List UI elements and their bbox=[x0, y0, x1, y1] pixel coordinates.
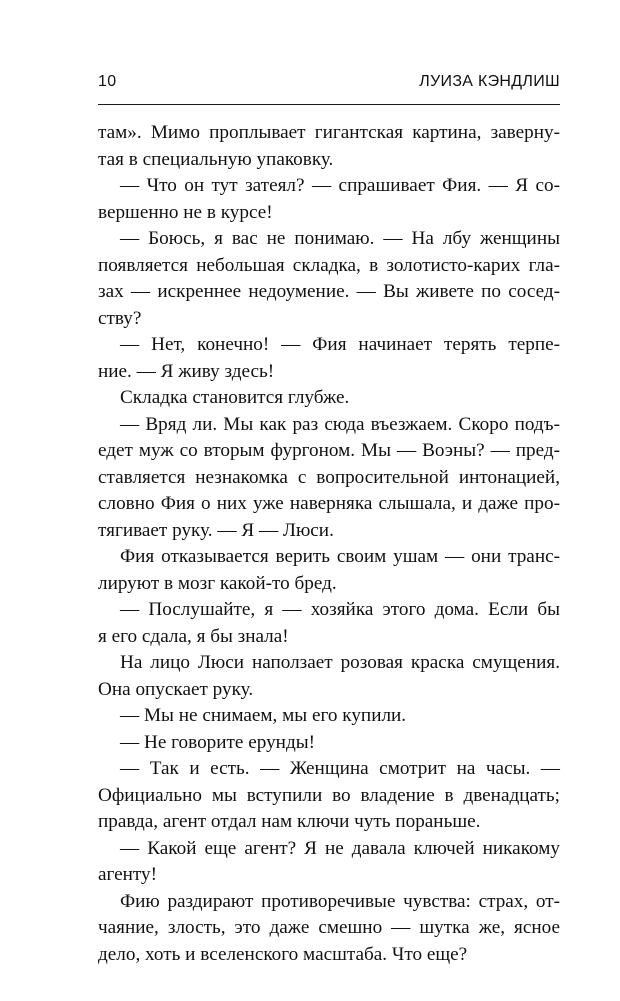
text-line: ставляется незнакомка с вопросительной интонацией, bbox=[98, 466, 560, 488]
text-line: ству? bbox=[98, 307, 142, 329]
text-line: лируют в мозг какой-то бред. bbox=[98, 572, 337, 594]
text-line: Официально мы вступили во владение в двенадцать; bbox=[98, 784, 560, 806]
text-line: появляется небольшая складка, в золотисто-карих гла- bbox=[98, 254, 560, 276]
text-line: вершенно не в курсе! bbox=[98, 201, 273, 223]
text-line: — Мы не снимаем, мы его купили. bbox=[120, 705, 407, 726]
page-number: 10 bbox=[98, 73, 117, 90]
text-line: — Что он тут затеял? — спрашивает Фия. — Я со- bbox=[120, 175, 560, 196]
text-line: — Нет, конечно! — Фия начинает терять терпе- bbox=[120, 334, 560, 355]
text-line: дело, хоть и вселенского масштаба. Что еще? bbox=[98, 943, 468, 965]
text-line: зах — искреннее недоумение. — Вы живете по сосед- bbox=[98, 281, 560, 302]
text-line: — Вряд ли. Мы как раз сюда въезжаем. Скоро подъ- bbox=[120, 413, 560, 435]
text-line: Фию раздирают противоречивые чувства: страх, от- bbox=[120, 890, 560, 912]
text-line: Фия отказывается верить своим ушам — они транс- bbox=[120, 546, 560, 567]
body-text bbox=[98, 120, 560, 968]
text-line: Складка становится глубже. bbox=[120, 387, 350, 408]
text-line: там». Мимо проплывает гигантская картина, завернy- bbox=[98, 122, 560, 143]
text-line: правда, агент отдал нам ключи чуть пораньше. bbox=[98, 811, 481, 832]
text-line: — Боюсь, я вас не понимаю. — На лбу женщины bbox=[120, 228, 560, 249]
text-line: — Не говорите ерунды! bbox=[120, 731, 315, 753]
text-line: тая в специальную упаковку. bbox=[98, 148, 334, 170]
text-line: едет муж со вторым фургоном. Мы — Воэны? — пред- bbox=[98, 440, 560, 461]
text-line: агенту! bbox=[98, 864, 158, 885]
text-line: — Какой еще агент? Я не давала ключей никакому bbox=[120, 837, 560, 859]
header-rule bbox=[98, 104, 560, 105]
text-line: тягивает руку. — Я — Люси. bbox=[98, 519, 334, 541]
text-line: — Послушайте, я — хозяйка этого дома. Если бы bbox=[120, 599, 560, 620]
text-line: ние. — Я живу здесь! bbox=[98, 360, 275, 382]
text-line: — Так и есть. — Женщина смотрит на часы. — bbox=[120, 758, 560, 779]
text-line: Она опускает руку. bbox=[98, 678, 254, 700]
running-title: ЛУИЗА КЭНДЛИШ bbox=[419, 73, 560, 90]
text-line: чаяние, злость, это даже смешно — шутка же, ясное bbox=[98, 917, 560, 938]
text-line: На лицо Люси наползает розовая краска смущения. bbox=[120, 652, 560, 673]
text-line: я его сдала, я бы знала! bbox=[98, 625, 289, 647]
running-header bbox=[98, 73, 560, 97]
text-line: словно Фия о них уже наверняка слышала, и даже про- bbox=[98, 493, 560, 514]
